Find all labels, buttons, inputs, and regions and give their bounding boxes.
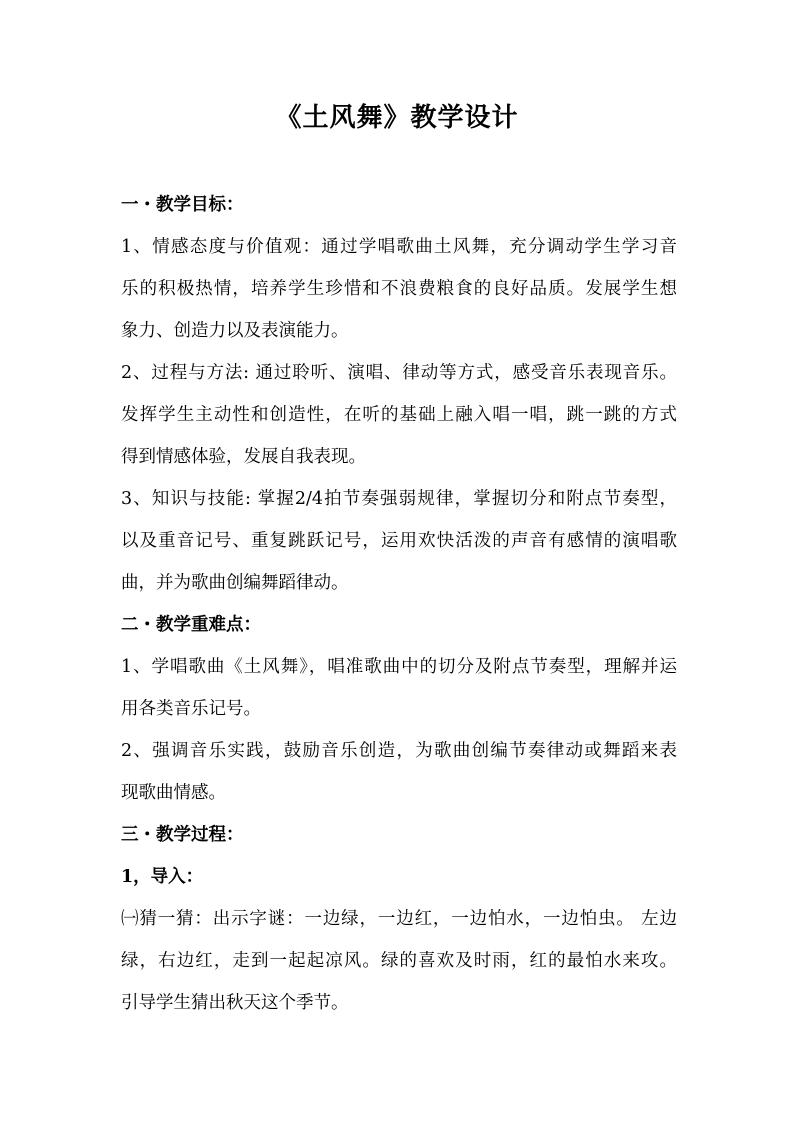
section-heading-key-points: 二・教学重难点：	[121, 615, 261, 635]
paragraph-line: 现歌曲情感。	[121, 783, 226, 803]
paragraph-line: 曲，并为歌曲创编舞蹈律动。	[121, 573, 349, 593]
paragraph-line: 发挥学生主动性和创造性，在听的基础上融入唱一唱，跳一跳的方式	[121, 405, 677, 425]
paragraph-line: 用各类音乐记号。	[121, 699, 261, 719]
paragraph-line: 3、知识与技能: 掌握2/4拍节奏强弱规律，掌握切分和附点节奏型，	[121, 489, 677, 509]
paragraph-line: 1、学唱歌曲《土风舞》，唱准歌曲中的切分及附点节奏型，理解并运	[121, 657, 677, 677]
paragraph-line: 绿，右边红，走到一起起凉风。绿的喜欢及时雨，红的最怕水来攻。	[121, 951, 677, 971]
section-heading-process: 三・教学过程：	[121, 825, 244, 845]
paragraph-line: 2、强调音乐实践，鼓励音乐创造，为歌曲创编节奏律动或舞蹈来表	[121, 741, 677, 761]
document-title: 《土风舞》教学设计	[275, 103, 519, 133]
subsection-heading-introduction: 1，导入：	[121, 867, 204, 887]
paragraph-line: 1、情感态度与价值观：通过学唱歌曲土风舞，充分调动学生学习音	[121, 237, 677, 257]
section-heading-objectives: 一・教学目标：	[121, 195, 244, 215]
paragraph-line: ㈠猜一猜：出示字谜：一边绿，一边红，一边怕水，一边怕虫。 左边	[121, 909, 677, 929]
document-body	[121, 184, 677, 1024]
paragraph-line: 以及重音记号、重复跳跃记号，运用欢快活泼的声音有感情的演唱歌	[121, 531, 677, 551]
paragraph-line: 乐的积极热情，培养学生珍惜和不浪费粮食的良好品质。发展学生想	[121, 279, 677, 299]
paragraph-line: 引导学生猜出秋天这个季节。	[121, 993, 349, 1013]
paragraph-line: 象力、创造力以及表演能力。	[121, 321, 349, 341]
paragraph-line: 2、过程与方法: 通过聆听、演唱、律动等方式，感受音乐表现音乐。	[121, 363, 677, 383]
paragraph-line: 得到情感体验，发展自我表现。	[121, 447, 366, 467]
